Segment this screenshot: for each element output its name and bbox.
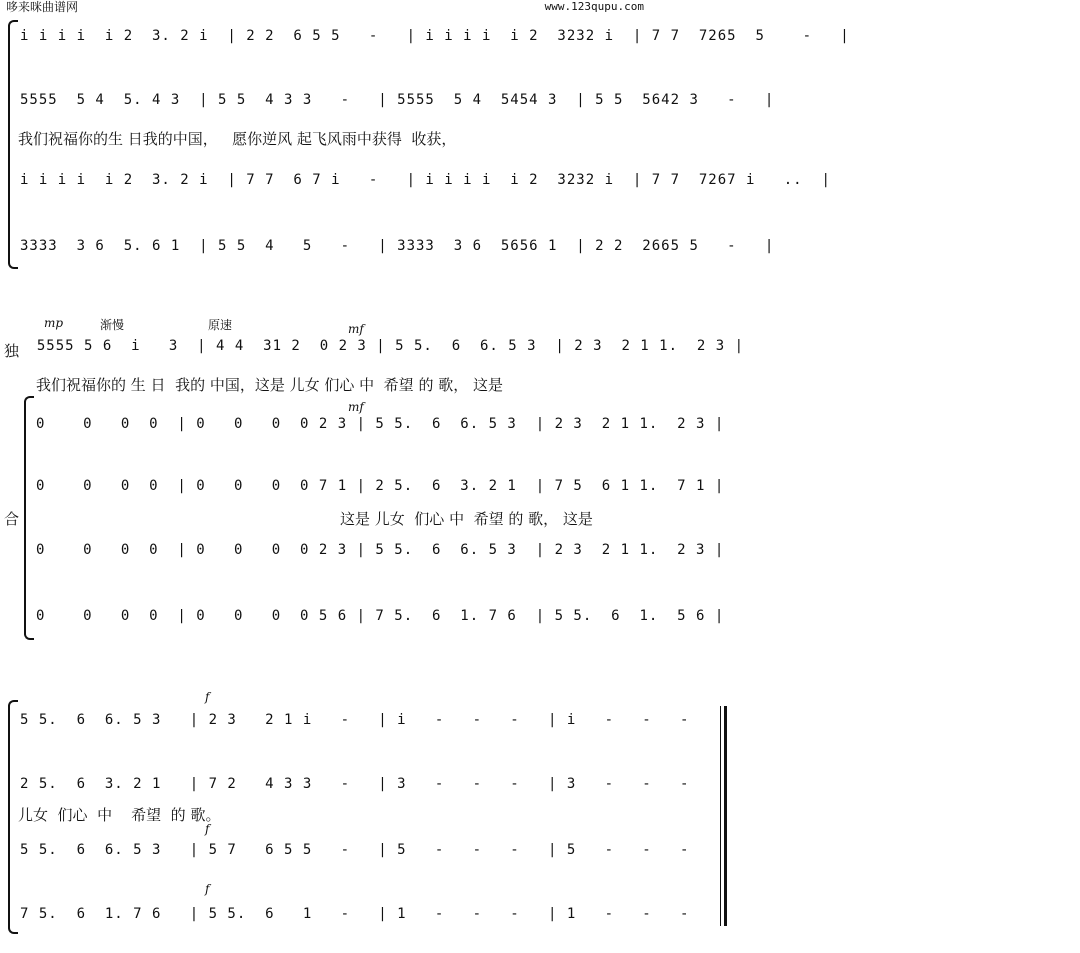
system-3-row-4: 7 5. 6 1. 7 6 | 5 5. 6 1 - | 1 - - - | 1 - - -	[20, 906, 709, 922]
dynamic-f-3: f	[205, 882, 210, 896]
system-1-row-3: i i i i i 2 3. 2 i | 7 7 6 7 i - | i i i i i 2 3232 i | 7 7 7267 i .. |	[20, 172, 831, 188]
site-watermark-left: 哆来咪曲谱网	[6, 0, 79, 14]
final-barline-thick	[724, 706, 727, 926]
tempo-slowing: 渐慢	[100, 318, 125, 332]
choir-row-1: 0 0 0 0 | 0 0 0 0 2 3 | 5 5. 6 6. 5 3 | 2 3 2 1 1. 2 3 |	[36, 416, 725, 432]
dynamic-mp: mp	[44, 316, 64, 330]
solo-lyric: 我们祝福你的 生 日 我的 中国，这是 儿女 们心 中 希望 的 歌， 这是	[36, 376, 503, 394]
solo-row: 5555 5 6 i 3 | 4 4 31 2 0 2 3 | 5 5. 6 6. 5 3 | 2 3 2 1 1. 2 3 |	[18, 338, 745, 354]
site-watermark-right: www.123qupu.com	[544, 0, 644, 13]
system-3-row-1: 5 5. 6 6. 5 3 | 2 3 2 1 i - | i - - - | i - - -	[20, 712, 709, 728]
dynamic-f-1: f	[205, 690, 210, 704]
tempo-original: 原速	[208, 318, 233, 332]
dynamic-f-2: f	[205, 822, 210, 836]
choir-row-4: 0 0 0 0 | 0 0 0 0 5 6 | 7 5. 6 1. 7 6 | 5 5. 6 1. 5 6 |	[36, 608, 725, 624]
choir-lyric: 这是 儿女 们心 中 希望 的 歌， 这是	[340, 510, 593, 528]
system-2-bracket	[24, 396, 34, 640]
choir-row-2: 0 0 0 0 | 0 0 0 0 7 1 | 2 5. 6 3. 2 1 | 7 5 6 1 1. 7 1 |	[36, 478, 725, 494]
system-1-lyric: 我们祝福你的生 日我的中国， 愿你逆风 起飞风雨中获得 收获，	[18, 130, 457, 148]
system-1-row-1: i i i i i 2 3. 2 i | 2 2 6 5 5 - | i i i i i 2 3232 i | 7 7 7265 5 - |	[20, 28, 850, 44]
final-barline-thin	[720, 706, 721, 926]
solo-label: 独	[4, 342, 20, 360]
system-1-row-4: 3333 3 6 5. 6 1 | 5 5 4 5 - | 3333 3 6 5656 1 | 2 2 2665 5 - |	[20, 238, 775, 254]
system-3-row-2: 2 5. 6 3. 2 1 | 7 2 4 3 3 - | 3 - - - | 3 - - -	[20, 776, 709, 792]
system-1-bracket	[8, 20, 18, 269]
system-3-row-3: 5 5. 6 6. 5 3 | 5 7 6 5 5 - | 5 - - - | 5 - - -	[20, 842, 709, 858]
dynamic-mf-choir: mf	[348, 400, 364, 414]
system-3-lyric: 儿女 们心 中 希望 的 歌。	[18, 806, 221, 824]
system-1-row-2: 5555 5 4 5. 4 3 | 5 5 4 3 3 - | 5555 5 4 5454 3 | 5 5 5642 3 - |	[20, 92, 775, 108]
dynamic-mf: mf	[348, 322, 364, 336]
choir-row-3: 0 0 0 0 | 0 0 0 0 2 3 | 5 5. 6 6. 5 3 | 2 3 2 1 1. 2 3 |	[36, 542, 725, 558]
choir-label: 合	[4, 510, 20, 528]
system-3-bracket	[8, 700, 18, 934]
